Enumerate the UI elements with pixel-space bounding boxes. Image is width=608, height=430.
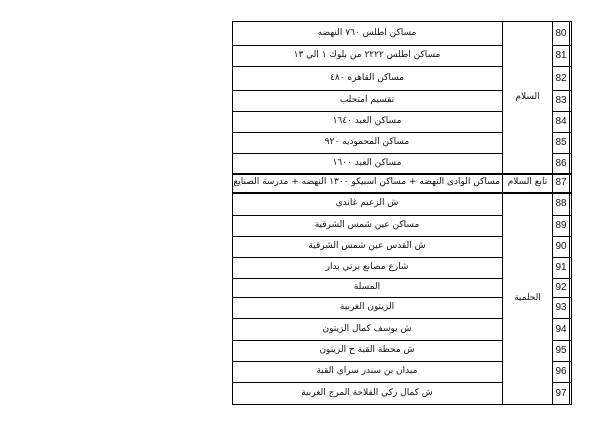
row-rule (552, 257, 572, 258)
table-border-bottom (232, 404, 572, 405)
area-name: شارع مصانع برتي بدار (325, 262, 409, 272)
district-name: الحلمية (514, 292, 541, 303)
number-column-divider (569, 21, 570, 404)
area-name: ش كمال زكي الفلاحة المرج الغربية (301, 387, 433, 398)
row-number: 86 (555, 157, 567, 169)
area-name: ش القدس عين شمس الشرقية (308, 241, 426, 251)
row-rule (232, 236, 502, 237)
row-rule (552, 215, 572, 216)
row-rule (552, 318, 572, 319)
row-rule (552, 153, 572, 154)
row-rule (232, 66, 502, 67)
row-number: 83 (555, 95, 567, 106)
row-rule (232, 297, 502, 298)
area-name: مساكن اطلس ٢٢٢٢ من بلوك ١ الي ١٣ (293, 50, 441, 60)
row-rule (232, 382, 502, 383)
row-rule (232, 257, 502, 258)
row-rule (552, 45, 572, 46)
row-number: 94 (555, 323, 567, 335)
area-column-divider (502, 21, 503, 404)
area-name: المسلة (353, 282, 381, 292)
row-rule (232, 278, 502, 279)
area-name: مساكن العبد ١٦٠٠ (332, 157, 402, 168)
area-name: مساكن اطلس ٧٦٠ النهضه (317, 27, 417, 38)
row-rule (552, 382, 572, 383)
table-border-top (232, 21, 572, 22)
row-rule (232, 340, 502, 341)
area-name: مساكن العبد ١٦٤٠ (332, 116, 402, 126)
row-number: 88 (555, 198, 567, 209)
district-name: السلام (515, 91, 540, 102)
row-number: 84 (555, 116, 567, 127)
row-rule (232, 318, 502, 319)
row-rule (552, 132, 572, 133)
row-number: 80 (555, 27, 567, 39)
row-number: 93 (555, 302, 567, 313)
row-rule (232, 111, 502, 112)
area-name: الزيتون الغربية (339, 302, 395, 312)
row-rule (552, 297, 572, 298)
table-border-right (571, 21, 572, 404)
area-name: ميدان بن سندر سراي القبة (316, 366, 418, 376)
row-rule (232, 153, 502, 154)
row-rule (232, 132, 502, 133)
row-rule (552, 236, 572, 237)
row-rule (232, 173, 572, 175)
row-rule (232, 361, 502, 362)
row-rule (232, 215, 502, 216)
row-number: 92 (555, 282, 567, 293)
table-border-left (232, 21, 233, 404)
row-rule (232, 45, 502, 46)
row-number: 81 (555, 50, 567, 61)
row-number: 97 (555, 387, 567, 399)
row-number: 96 (555, 366, 567, 377)
row-number: 85 (555, 137, 567, 148)
row-rule (552, 340, 572, 341)
row-number: 82 (555, 72, 567, 84)
row-rule (552, 90, 572, 91)
district-name: تابع السلام (507, 177, 548, 187)
row-number: 87 (555, 177, 567, 188)
row-rule (552, 66, 572, 67)
area-name: مساكن المحموديه ٩٢٠ (324, 137, 410, 147)
row-number: 89 (555, 220, 567, 231)
area-name: مساكن الوادى النهضه + مساكن اسبيكو ١٣٠٠ النهضه + مدرسة الصنايع (233, 177, 500, 187)
area-name: ش الزعيم غاندي (335, 198, 399, 208)
row-number: 95 (555, 345, 567, 356)
row-rule (552, 111, 572, 112)
row-number: 90 (555, 241, 567, 252)
area-name: مساكن القاهره ٤٨٠ (330, 72, 404, 83)
row-number: 91 (555, 262, 567, 273)
area-name: ش يوسف كمال الزيتون (322, 323, 412, 334)
row-rule (552, 361, 572, 362)
area-name: تقسيم امتحلب (339, 95, 395, 105)
row-rule (232, 192, 572, 194)
row-rule (552, 278, 572, 279)
area-name: ش محطة القبة ح الزيتون (319, 345, 415, 355)
row-rule (232, 90, 502, 91)
area-name: مساكن عين شمس الشرقية (314, 220, 420, 230)
